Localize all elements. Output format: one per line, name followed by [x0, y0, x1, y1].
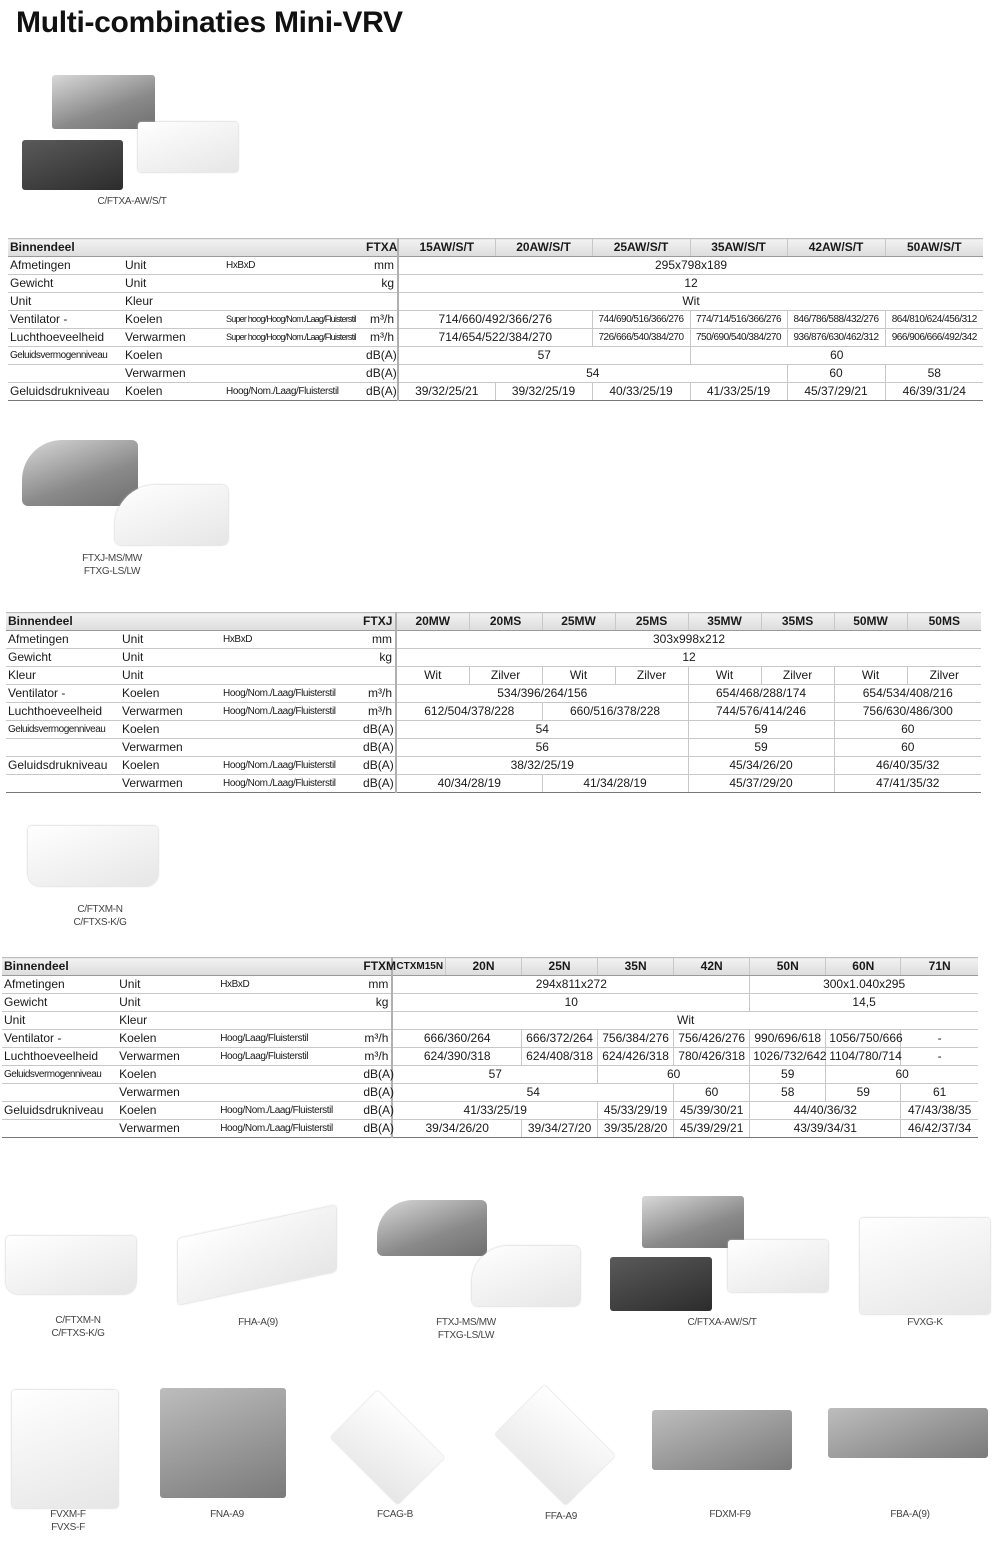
cell-value: 714/660/492/366/276 — [398, 311, 592, 329]
row-sublabel: Verwarmen — [120, 775, 220, 793]
cell-value: 58 — [750, 1084, 826, 1102]
cell-value: 61 — [901, 1084, 978, 1102]
cell-value: 45/39/30/21 — [674, 1102, 750, 1120]
row-sublabel: Unit — [117, 994, 217, 1012]
cell-value: 60 — [598, 1066, 750, 1084]
column-header: 25N — [522, 958, 598, 976]
row-sublabel: Koelen — [123, 383, 223, 401]
row-unit — [360, 667, 396, 685]
cell-value: 774/714/516/366/276 — [690, 311, 787, 329]
cell-value: 624/426/318 — [598, 1048, 674, 1066]
gallery-caption: C/FTXM-N C/FTXS-K/G — [51, 1315, 105, 1339]
cell-value: 45/37/29/21 — [787, 383, 885, 401]
row-sublabel: Unit — [123, 257, 223, 275]
cell-value: 59 — [826, 1084, 901, 1102]
cell-value: 54 — [398, 365, 787, 383]
column-header: CTXM15N — [392, 958, 445, 976]
spec-table-ftxa — [8, 238, 983, 401]
row-label: Gewicht — [8, 275, 123, 293]
cell-value: - — [901, 1030, 978, 1048]
row-label: Geluidsvermogenniveau — [8, 347, 123, 365]
table-row — [6, 631, 981, 649]
gallery-caption: FHA-A(9) — [238, 1317, 278, 1328]
row-label: Geluidsdrukniveau — [6, 757, 120, 775]
cell-value: - — [901, 1048, 978, 1066]
row-unit: m³/h — [360, 1030, 392, 1048]
table-row — [8, 365, 983, 383]
column-header: 50MS — [907, 613, 981, 631]
row-unit: dB(A) — [363, 347, 398, 365]
cell-value: 1026/732/642 — [750, 1048, 826, 1066]
cell-value: 44/40/36/32 — [750, 1102, 901, 1120]
row-unit: m³/h — [363, 329, 398, 347]
row-mode — [217, 1012, 360, 1030]
table-row — [6, 685, 981, 703]
column-header: 35MW — [688, 613, 761, 631]
cell-value: 624/408/318 — [522, 1048, 598, 1066]
table-row — [8, 257, 983, 275]
cell-value: 57 — [392, 1066, 597, 1084]
row-unit: dB(A) — [360, 739, 396, 757]
image-caption: C/FTXA-AW/S/T — [97, 196, 167, 207]
row-unit: dB(A) — [360, 1084, 392, 1102]
table-row — [8, 383, 983, 401]
image-caption: C/FTXM-N C/FTXS-K/G — [73, 904, 127, 928]
image-caption: FTXJ-MS/MW FTXG-LS/LW — [82, 553, 142, 577]
row-mode — [217, 1084, 360, 1102]
cell-value: 60 — [826, 1066, 978, 1084]
cell-value: 846/786/588/432/276 — [787, 311, 885, 329]
cell-value: Zilver — [761, 667, 834, 685]
row-label — [6, 739, 120, 757]
cell-value: 39/35/28/20 — [598, 1120, 674, 1138]
cell-value: 59 — [688, 739, 834, 757]
cell-value: 43/39/34/31 — [750, 1120, 901, 1138]
header-model: FTXA — [363, 239, 398, 257]
row-label: Geluidsdrukniveau — [8, 383, 123, 401]
column-header: 25MW — [542, 613, 615, 631]
row-label: Afmetingen — [6, 631, 120, 649]
spec-table-ftxj — [6, 612, 981, 793]
row-unit: dB(A) — [360, 721, 396, 739]
cell-value: 38/32/25/19 — [396, 757, 688, 775]
row-unit: dB(A) — [360, 757, 396, 775]
row-sublabel: Koelen — [120, 721, 220, 739]
cell-value: 14,5 — [750, 994, 978, 1012]
column-header: 20AW/S/T — [495, 239, 592, 257]
row-sublabel: Verwarmen — [117, 1048, 217, 1066]
row-label: Geluidsvermogenniveau — [2, 1066, 117, 1084]
cell-value: 750/690/540/384/270 — [690, 329, 787, 347]
column-header: 20MS — [469, 613, 542, 631]
row-label — [6, 775, 120, 793]
cell-value: 966/906/666/492/342 — [885, 329, 983, 347]
cell-value: Wit — [398, 293, 983, 311]
cell-value: 10 — [392, 994, 749, 1012]
cell-value: 59 — [688, 721, 834, 739]
cell-value: 60 — [834, 721, 981, 739]
row-unit: m³/h — [360, 703, 396, 721]
row-unit: dB(A) — [360, 1066, 392, 1084]
table-row — [6, 721, 981, 739]
row-unit — [363, 293, 398, 311]
cell-value: 744/576/414/246 — [688, 703, 834, 721]
cell-value: 654/468/288/174 — [688, 685, 834, 703]
cell-value: 726/666/540/384/270 — [592, 329, 690, 347]
table-row — [6, 703, 981, 721]
row-mode — [223, 275, 363, 293]
cell-value: 60 — [690, 347, 983, 365]
row-sublabel: Unit — [120, 649, 220, 667]
gallery-caption: FFA-A9 — [544, 1511, 578, 1522]
row-unit: mm — [363, 257, 398, 275]
row-sublabel: Verwarmen — [120, 703, 220, 721]
gallery-caption: C/FTXA-AW/S/T — [687, 1317, 757, 1328]
column-header: 25MS — [615, 613, 688, 631]
row-label — [2, 1084, 117, 1102]
cell-value: Zilver — [615, 667, 688, 685]
cell-value: 40/34/28/19 — [396, 775, 542, 793]
table-row — [2, 1084, 978, 1102]
cell-value: 864/810/624/456/312 — [885, 311, 983, 329]
table-row — [8, 311, 983, 329]
cell-value: 300x1.040x295 — [750, 976, 978, 994]
table-row — [8, 329, 983, 347]
cell-value: 666/360/264 — [392, 1030, 521, 1048]
row-label: Gewicht — [6, 649, 120, 667]
row-sublabel: Koelen — [117, 1066, 217, 1084]
cell-value: Zilver — [907, 667, 981, 685]
column-header: 25AW/S/T — [592, 239, 690, 257]
row-sublabel: Koelen — [120, 685, 220, 703]
cell-value: 45/33/29/19 — [598, 1102, 674, 1120]
row-mode: Hoog/Nom./Laag/Fluisterstil — [220, 757, 360, 775]
header-label: Binnendeel — [6, 613, 360, 631]
row-mode: Hoog/Nom./Laag/Fluisterstil — [217, 1120, 360, 1138]
table-row — [8, 293, 983, 311]
cell-value: 12 — [396, 649, 981, 667]
row-mode: Hoog/Laag/Fluisterstil — [217, 1048, 360, 1066]
row-label: Unit — [2, 1012, 117, 1030]
cell-value: 1056/750/666 — [826, 1030, 901, 1048]
column-header: 15AW/S/T — [398, 239, 495, 257]
cell-value: 295x798x189 — [398, 257, 983, 275]
column-header: 50N — [750, 958, 826, 976]
table-row — [2, 1030, 978, 1048]
cell-value: 756/384/276 — [598, 1030, 674, 1048]
row-sublabel: Unit — [117, 976, 217, 994]
table-row — [6, 667, 981, 685]
row-label: Luchthoeveelheid — [2, 1048, 117, 1066]
gallery-caption: FTXJ-MS/MW FTXG-LS/LW — [436, 1317, 496, 1341]
cell-value: 12 — [398, 275, 983, 293]
row-mode — [220, 667, 360, 685]
gallery-caption: FBA-A(9) — [890, 1509, 930, 1520]
cell-value: 39/32/25/19 — [495, 383, 592, 401]
cell-value: 936/876/630/462/312 — [787, 329, 885, 347]
cell-value: 54 — [392, 1084, 673, 1102]
cell-value: 660/516/378/228 — [542, 703, 688, 721]
gallery-caption: FVXM-F FVXS-F — [50, 1509, 86, 1533]
cell-value: 756/426/276 — [674, 1030, 750, 1048]
table-header-row — [8, 239, 983, 257]
cell-value: 45/37/29/20 — [688, 775, 834, 793]
cell-value: Wit — [834, 667, 907, 685]
row-sublabel: Verwarmen — [117, 1084, 217, 1102]
row-mode: HxBxD — [220, 631, 360, 649]
row-mode — [217, 994, 360, 1012]
row-sublabel: Verwarmen — [123, 329, 223, 347]
column-header: 71N — [901, 958, 978, 976]
column-header: 50MW — [834, 613, 907, 631]
cell-value: 714/654/522/384/270 — [398, 329, 592, 347]
table-row — [2, 1012, 978, 1030]
row-unit: m³/h — [360, 685, 396, 703]
row-label: Luchthoeveelheid — [6, 703, 120, 721]
row-unit: mm — [360, 976, 392, 994]
row-label: Ventilator - — [2, 1030, 117, 1048]
column-header: 35N — [598, 958, 674, 976]
row-label — [8, 365, 123, 383]
cell-value: 39/34/26/20 — [392, 1120, 521, 1138]
header-model: FTXM — [360, 958, 392, 976]
row-sublabel: Verwarmen — [120, 739, 220, 757]
header-label: Binnendeel — [8, 239, 363, 257]
cell-value: 39/34/27/20 — [522, 1120, 598, 1138]
row-label: Ventilator - — [6, 685, 120, 703]
cell-value: 294x811x272 — [392, 976, 749, 994]
cell-value: Wit — [392, 1012, 978, 1030]
row-sublabel: Unit — [120, 631, 220, 649]
cell-value: 45/34/26/20 — [688, 757, 834, 775]
row-label: Gewicht — [2, 994, 117, 1012]
column-header: 42AW/S/T — [787, 239, 885, 257]
row-sublabel: Unit — [120, 667, 220, 685]
row-unit: m³/h — [360, 1048, 392, 1066]
row-mode: Super hoog/Hoog/Nom./Laag/Fluisterstil — [223, 311, 363, 329]
table-row — [2, 994, 978, 1012]
row-mode: Hoog/Nom./Laag/Fluisterstil — [220, 703, 360, 721]
cell-value: 41/33/25/19 — [690, 383, 787, 401]
row-unit: dB(A) — [363, 365, 398, 383]
cell-value: 990/696/618 — [750, 1030, 826, 1048]
cell-value: 58 — [885, 365, 983, 383]
cell-value: 54 — [396, 721, 688, 739]
row-sublabel: Koelen — [120, 757, 220, 775]
header-label: Binnendeel — [2, 958, 360, 976]
row-mode: HxBxD — [223, 257, 363, 275]
table-row — [6, 757, 981, 775]
cell-value: 41/34/28/19 — [542, 775, 688, 793]
table-row — [2, 1102, 978, 1120]
cell-value: Wit — [542, 667, 615, 685]
cell-value: 46/39/31/24 — [885, 383, 983, 401]
row-unit: dB(A) — [360, 1102, 392, 1120]
cell-value: 60 — [787, 365, 885, 383]
row-mode: Hoog/Nom./Laag/Fluisterstil — [217, 1102, 360, 1120]
row-mode — [223, 347, 363, 365]
spec-table-ftxm — [2, 957, 978, 1138]
page-title: Multi-combinaties Mini-VRV — [16, 6, 403, 39]
column-header: 60N — [826, 958, 901, 976]
row-unit: dB(A) — [360, 1120, 392, 1138]
cell-value: 57 — [398, 347, 690, 365]
table-row — [6, 775, 981, 793]
table-row — [6, 649, 981, 667]
row-sublabel: Koelen — [123, 347, 223, 365]
gallery-caption: FVXG-K — [907, 1317, 943, 1328]
column-header: 20MW — [396, 613, 469, 631]
table-row — [8, 347, 983, 365]
cell-value: 56 — [396, 739, 688, 757]
cell-value: 46/42/37/34 — [901, 1120, 978, 1138]
table-header-row — [6, 613, 981, 631]
cell-value: 534/396/264/156 — [396, 685, 688, 703]
cell-value: 41/33/25/19 — [392, 1102, 597, 1120]
gallery-caption: FCAG-B — [377, 1509, 413, 1520]
table-row — [8, 275, 983, 293]
row-sublabel: Kleur — [123, 293, 223, 311]
row-label: Afmetingen — [2, 976, 117, 994]
row-label: Afmetingen — [8, 257, 123, 275]
row-unit: mm — [360, 631, 396, 649]
cell-value: 654/534/408/216 — [834, 685, 981, 703]
row-sublabel: Koelen — [123, 311, 223, 329]
row-mode: Hoog/Nom./Laag/Fluisterstil — [220, 775, 360, 793]
cell-value: 47/41/35/32 — [834, 775, 981, 793]
table-row — [6, 739, 981, 757]
row-mode: Hoog/Laag/Fluisterstil — [217, 1030, 360, 1048]
row-sublabel: Koelen — [117, 1030, 217, 1048]
row-mode — [220, 649, 360, 667]
cell-value: Wit — [688, 667, 761, 685]
column-header: 35AW/S/T — [690, 239, 787, 257]
table-row — [2, 976, 978, 994]
cell-value: 756/630/486/300 — [834, 703, 981, 721]
row-mode: Hoog/Nom./Laag/Fluisterstil — [223, 383, 363, 401]
row-unit: kg — [360, 994, 392, 1012]
row-sublabel: Kleur — [117, 1012, 217, 1030]
row-unit: dB(A) — [360, 775, 396, 793]
row-label: Ventilator - — [8, 311, 123, 329]
cell-value: 303x998x212 — [396, 631, 981, 649]
row-mode: HxBxD — [217, 976, 360, 994]
row-label: Unit — [8, 293, 123, 311]
column-header: 20N — [445, 958, 521, 976]
cell-value: Zilver — [469, 667, 542, 685]
row-label: Geluidsvermogenniveau — [6, 721, 120, 739]
row-mode — [223, 293, 363, 311]
cell-value: 624/390/318 — [392, 1048, 521, 1066]
column-header: 42N — [674, 958, 750, 976]
header-model: FTXJ — [360, 613, 396, 631]
row-mode — [220, 739, 360, 757]
cell-value: 39/32/25/21 — [398, 383, 495, 401]
row-sublabel: Verwarmen — [117, 1120, 217, 1138]
table-row — [2, 1048, 978, 1066]
column-header: 35MS — [761, 613, 834, 631]
cell-value: 59 — [750, 1066, 826, 1084]
column-header: 50AW/S/T — [885, 239, 983, 257]
cell-value: Wit — [396, 667, 469, 685]
gallery-caption: FNA-A9 — [210, 1509, 244, 1520]
row-unit: kg — [363, 275, 398, 293]
cell-value: 47/43/38/35 — [901, 1102, 978, 1120]
row-label: Kleur — [6, 667, 120, 685]
row-sublabel: Verwarmen — [123, 365, 223, 383]
row-unit: kg — [360, 649, 396, 667]
table-row — [2, 1120, 978, 1138]
cell-value: 612/504/378/228 — [396, 703, 542, 721]
row-sublabel: Unit — [123, 275, 223, 293]
table-row — [2, 1066, 978, 1084]
cell-value: 744/690/516/366/276 — [592, 311, 690, 329]
cell-value: 666/372/264 — [522, 1030, 598, 1048]
row-sublabel: Koelen — [117, 1102, 217, 1120]
cell-value: 45/39/29/21 — [674, 1120, 750, 1138]
cell-value: 40/33/25/19 — [592, 383, 690, 401]
row-unit — [360, 1012, 392, 1030]
cell-value: 60 — [834, 739, 981, 757]
row-mode: Super hoog/Hoog/Nom./Laag/Fluisterstil — [223, 329, 363, 347]
row-mode: Hoog/Nom./Laag/Fluisterstil — [220, 685, 360, 703]
row-mode — [223, 365, 363, 383]
row-mode — [217, 1066, 360, 1084]
cell-value: 780/426/318 — [674, 1048, 750, 1066]
row-label: Luchthoeveelheid — [8, 329, 123, 347]
row-unit: m³/h — [363, 311, 398, 329]
row-label: Geluidsdrukniveau — [2, 1102, 117, 1120]
cell-value: 46/40/35/32 — [834, 757, 981, 775]
row-label — [2, 1120, 117, 1138]
cell-value: 60 — [674, 1084, 750, 1102]
table-header-row — [2, 958, 978, 976]
row-unit: dB(A) — [363, 383, 398, 401]
cell-value: 1104/780/714 — [826, 1048, 901, 1066]
gallery-caption: FDXM-F9 — [709, 1509, 751, 1520]
row-mode — [220, 721, 360, 739]
